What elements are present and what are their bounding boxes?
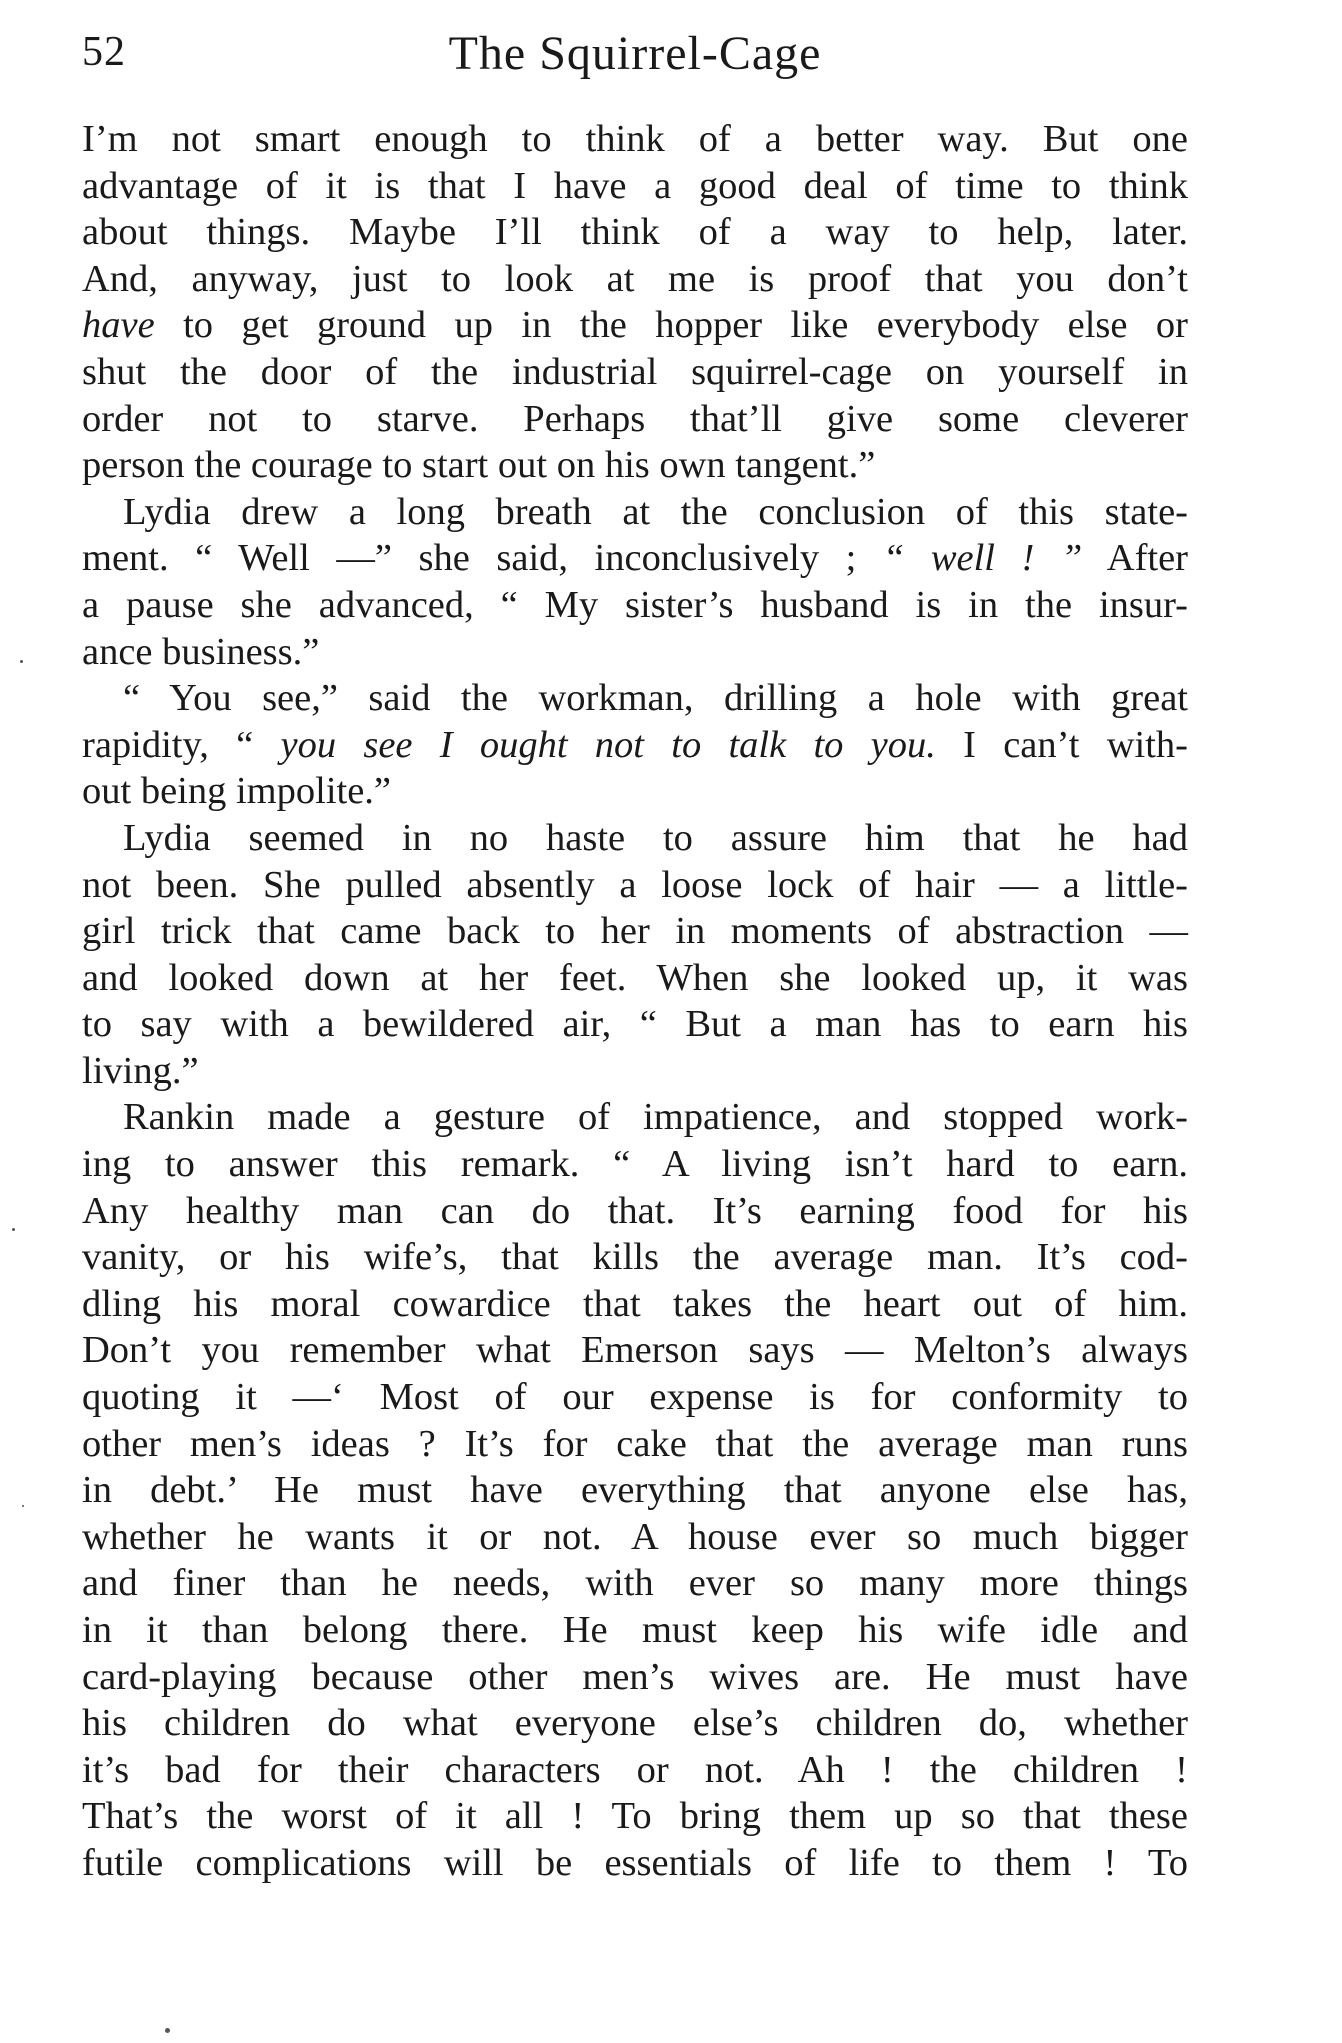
text-line: it’s bad for their characters or not. Ah ! the children !	[82, 1748, 1188, 1791]
text-line: to say with a bewildered air, “ But a man has to earn his	[82, 1003, 1188, 1046]
text-line: whether he wants it or not. A house ever so much bigger	[82, 1515, 1188, 1558]
page-number: 52	[82, 29, 126, 75]
text-line: ing to answer this remark. “ A living isn’t hard to earn.	[82, 1143, 1188, 1186]
text-line: Lydia drew a long breath at the conclusion of this state-	[123, 490, 1188, 533]
text-line: not been. She pulled absently a loose lock of hair — a little-	[82, 863, 1188, 906]
text-line: dling his moral cowardice that takes the heart out of him.	[82, 1282, 1188, 1325]
text-line: and finer than he needs, with ever so many more things	[82, 1562, 1188, 1605]
text-line: other men’s ideas ? It’s for cake that the average man runs	[82, 1422, 1188, 1465]
text-line: ment. “ Well —” she said, inconclusively ; “ well ! ” After	[82, 537, 1188, 580]
text-line: girl trick that came back to her in moments of abstraction —	[82, 910, 1188, 953]
text-line: advantage of it is that I have a good deal of time to think	[82, 164, 1188, 207]
text-line: I’m not smart enough to think of a better way. But one	[82, 118, 1188, 160]
text-line: in debt.’ He must have everything that anyone else has,	[82, 1469, 1188, 1512]
text-line: have to get ground up in the hopper like everybody else or	[82, 304, 1188, 347]
text-line: And, anyway, just to look at me is proof that you don’t	[82, 257, 1188, 300]
text-line: his children do what everyone else’s children do, whether	[82, 1702, 1188, 1745]
text-line: futile complications will be essentials of life to them ! To	[82, 1841, 1188, 1884]
text-line: order not to starve. Perhaps that’ll give some cleverer	[82, 397, 1188, 440]
text-line: rapidity, “ you see I ought not to talk to you. I can’t with-	[82, 723, 1188, 766]
text-line: quoting it —‘ Most of our expense is for conformity to	[82, 1376, 1188, 1419]
text-line: Don’t you remember what Emerson says — Melton’s always	[82, 1329, 1188, 1372]
text-line: shut the door of the industrial squirrel-cage on yourself in	[82, 350, 1188, 393]
text-line: “ You see,” said the workman, drilling a hole with great	[123, 677, 1188, 720]
text-line: Lydia seemed in no haste to assure him that he had	[123, 816, 1188, 859]
text-line: vanity, or his wife’s, that kills the average man. It’s cod-	[82, 1236, 1188, 1279]
text-line: out being impolite.”	[82, 770, 392, 813]
text-line: living.”	[82, 1049, 199, 1092]
text-line: card-playing because other men’s wives are. He must have	[82, 1655, 1188, 1698]
body-text	[82, 116, 1188, 1887]
text-line: Any healthy man can do that. It’s earning food for his	[82, 1189, 1188, 1232]
text-line: and looked down at her feet. When she looked up, it was	[82, 956, 1188, 999]
text-line: ance business.”	[82, 630, 320, 673]
page-header	[82, 22, 1188, 92]
text-line: Rankin made a gesture of impatience, and stopped work-	[123, 1096, 1188, 1139]
running-title: The Squirrel-Cage	[448, 27, 822, 80]
text-line: about things. Maybe I’ll think of a way to help, later.	[82, 211, 1188, 254]
text-line: in it than belong there. He must keep his wife idle and	[82, 1609, 1188, 1651]
text-line: That’s the worst of it all ! To bring them up so that these	[82, 1795, 1188, 1838]
text-line: person the courage to start out on his own tangent.”	[82, 444, 876, 487]
text-line: a pause she advanced, “ My sister’s husband is in the insur-	[82, 583, 1188, 626]
